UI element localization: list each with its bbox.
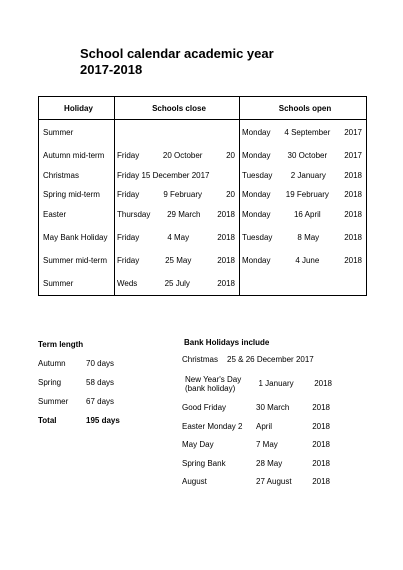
bank-holiday-name: Easter Monday 2 — [182, 421, 243, 431]
calendar-row — [39, 226, 367, 250]
bank-holiday-date: 7 May — [256, 440, 278, 450]
close-year: 2018 — [217, 278, 235, 288]
calendar-body — [39, 120, 367, 296]
bank-holiday-row — [182, 473, 332, 492]
schools-close-cell — [115, 145, 240, 167]
bank-holiday-row — [182, 369, 332, 399]
holiday-name: Summer mid-term — [39, 250, 115, 272]
header-holiday: Holiday — [39, 97, 115, 120]
open-day: Tuesday — [242, 171, 273, 180]
term-days: 70 days — [86, 359, 115, 368]
bank-holiday-name: Spring Bank — [182, 458, 226, 468]
schools-close-cell — [115, 120, 240, 145]
bank-holiday-row — [182, 454, 332, 473]
term-name: Summer — [38, 397, 69, 406]
bank-holiday-year: 2018 — [312, 421, 330, 431]
close-day: Friday 15 December 2017 — [117, 171, 210, 180]
bank-holiday-name: Christmas — [182, 354, 219, 364]
open-year: 2018 — [344, 233, 362, 242]
close-day: Friday — [117, 151, 140, 160]
term-length-heading: Term length — [38, 339, 84, 349]
calendar-table — [38, 96, 367, 296]
close-day: Friday — [117, 189, 140, 199]
close-date: 29 March — [167, 210, 201, 219]
open-day: Monday — [242, 256, 271, 265]
title-line-1: School calendar academic year — [80, 46, 274, 61]
open-day: Monday — [242, 210, 271, 219]
term-length-section — [38, 334, 120, 430]
bank-holiday-date: 1 January — [258, 379, 294, 388]
open-year: 2018 — [344, 171, 362, 180]
bank-holiday-date: 30 March — [256, 403, 290, 413]
open-date: 2 January — [290, 171, 326, 180]
schools-open-cell — [240, 204, 367, 226]
close-year: 20 — [226, 189, 235, 199]
bank-holiday-year: 2018 — [312, 403, 330, 413]
open-year: 2018 — [344, 189, 362, 199]
term-name: Autumn — [38, 359, 66, 368]
term-name: Spring — [38, 378, 62, 387]
bank-holiday-row — [182, 350, 332, 369]
close-date: 25 July — [164, 278, 190, 288]
bank-holiday-row — [182, 417, 332, 436]
schools-open-cell — [240, 120, 367, 145]
close-year: 2018 — [217, 210, 235, 219]
term-total-row — [38, 411, 120, 430]
bank-holiday-name: May Day — [182, 440, 214, 450]
bank-holiday-date: 28 May — [256, 458, 283, 468]
close-date: 9 February — [163, 189, 202, 199]
bank-holidays-heading: Bank Holidays include — [184, 337, 270, 347]
schools-open-cell — [240, 185, 367, 204]
close-date: 4 May — [167, 233, 190, 242]
calendar-row — [39, 250, 367, 272]
bank-holiday-date: 27 August — [256, 477, 292, 487]
schools-close-cell — [115, 185, 240, 204]
open-day: Monday — [242, 189, 271, 199]
close-date: 20 October — [162, 151, 203, 160]
open-year: 2017 — [344, 151, 362, 160]
term-total-label: Total — [38, 416, 57, 425]
calendar-row — [39, 120, 367, 145]
bank-holiday-row — [182, 436, 332, 455]
close-year: 20 — [226, 151, 235, 160]
bank-holiday-year: 2018 — [312, 477, 330, 487]
close-day: Weds — [117, 278, 138, 288]
term-row — [38, 373, 120, 392]
bank-holidays-section — [182, 334, 332, 491]
header-schools-open: Schools open — [240, 97, 367, 120]
schools-close-cell — [115, 250, 240, 272]
close-day: Thursday — [117, 210, 151, 219]
bank-holiday-year: 2018 — [314, 379, 332, 388]
header-schools-close: Schools close — [115, 97, 240, 120]
holiday-name: Easter — [39, 204, 115, 226]
holiday-name: Spring mid-term — [39, 185, 115, 204]
calendar-row — [39, 145, 367, 167]
term-row — [38, 354, 120, 373]
term-row — [38, 392, 120, 411]
open-date: 4 June — [295, 256, 320, 265]
schools-close-cell — [115, 204, 240, 226]
schools-close-cell — [115, 167, 240, 185]
open-date: 4 September — [284, 127, 331, 137]
open-year: 2017 — [344, 127, 362, 137]
schools-close-cell — [115, 226, 240, 250]
holiday-name: May Bank Holiday — [39, 226, 115, 250]
bank-holiday-name: New Year's Day (bank holiday) — [185, 374, 242, 393]
schools-open-cell — [240, 272, 367, 296]
calendar-header-row — [39, 97, 367, 120]
open-date: 30 October — [287, 151, 328, 160]
term-days: 58 days — [86, 378, 115, 387]
schools-open-cell — [240, 167, 367, 185]
calendar-row — [39, 167, 367, 185]
open-date: 16 April — [293, 210, 321, 219]
bank-holiday-year: 2018 — [312, 440, 330, 450]
open-date: 8 May — [297, 233, 320, 242]
close-year: 2018 — [217, 256, 235, 265]
close-day: Friday — [117, 233, 140, 242]
bank-holiday-date: April — [256, 421, 273, 431]
schools-close-cell — [115, 272, 240, 296]
schools-open-cell — [240, 145, 367, 167]
holiday-name: Autumn mid-term — [39, 145, 115, 167]
close-year: 2018 — [217, 233, 235, 242]
schools-open-cell — [240, 250, 367, 272]
close-date: 25 May — [165, 256, 192, 265]
calendar-row — [39, 185, 367, 204]
holiday-name: Summer — [39, 120, 115, 145]
open-day: Tuesday — [242, 233, 273, 242]
bank-holiday-name: August — [182, 477, 207, 487]
close-day: Friday — [117, 256, 140, 265]
calendar-row — [39, 272, 367, 296]
bank-holiday-year: 2018 — [312, 458, 330, 468]
open-year: 2018 — [344, 210, 362, 219]
bank-holiday-row — [182, 399, 332, 418]
calendar-row — [39, 204, 367, 226]
bank-holiday-name: Good Friday — [182, 403, 227, 413]
term-total-days: 195 days — [86, 416, 120, 425]
schools-open-cell — [240, 226, 367, 250]
term-days: 67 days — [86, 397, 115, 406]
document-title — [80, 46, 274, 78]
bank-holiday-date: 25 & 26 December 2017 — [227, 354, 314, 364]
open-year: 2018 — [344, 256, 362, 265]
open-day: Monday — [242, 127, 271, 137]
title-line-2: 2017-2018 — [80, 62, 143, 77]
holiday-name: Summer — [39, 272, 115, 296]
holiday-name: Christmas — [39, 167, 115, 185]
open-day: Monday — [242, 151, 271, 160]
open-date: 19 February — [285, 189, 329, 199]
